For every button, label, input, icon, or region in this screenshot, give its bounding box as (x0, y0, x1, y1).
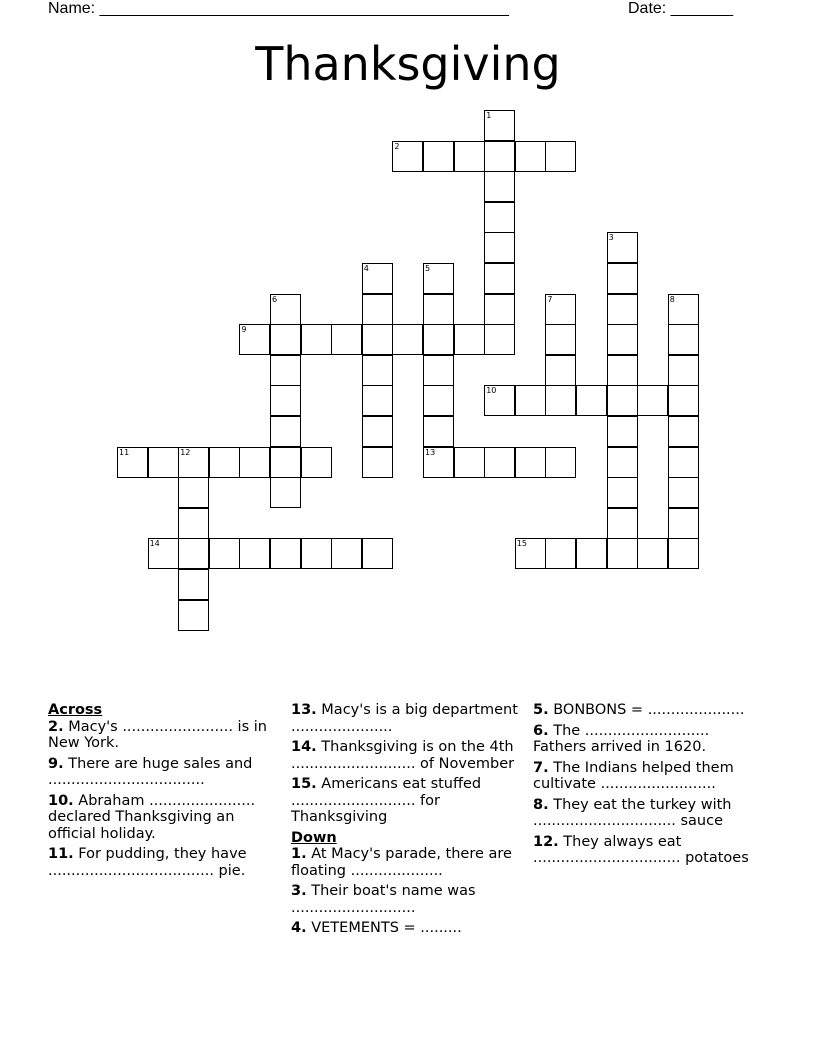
crossword-cell[interactable] (576, 538, 607, 569)
crossword-cell[interactable] (117, 447, 148, 478)
clue-number-label: 13. (291, 702, 317, 718)
crossword-cell[interactable] (668, 416, 699, 447)
crossword-cell[interactable] (362, 355, 393, 386)
clue-item (291, 846, 521, 879)
crossword-cell[interactable] (454, 324, 485, 355)
crossword-cell[interactable] (668, 447, 699, 478)
clue-number-label: 5. (533, 702, 549, 718)
down-clue-list-continued (533, 702, 763, 867)
crossword-cell[interactable] (209, 447, 240, 478)
clue-number-label: 2. (48, 718, 64, 735)
across-clue-list (48, 719, 273, 880)
clue-number: 4 (363, 264, 369, 273)
crossword-cell[interactable] (668, 508, 699, 539)
crossword-cell[interactable] (362, 385, 393, 416)
clue-item (291, 739, 521, 772)
clue-number-label: 10. (48, 792, 74, 809)
crossword-cell[interactable] (607, 477, 638, 508)
clue-number-label: 4. (291, 920, 307, 936)
clue-text: Americans eat stuffed ........................... for Thanksgiving (291, 776, 482, 825)
clue-item (291, 776, 521, 826)
crossword-cell[interactable] (607, 447, 638, 478)
clue-item (533, 834, 763, 867)
clue-item (291, 883, 521, 916)
crossword-cell[interactable] (484, 232, 515, 263)
crossword-cell[interactable] (423, 447, 454, 478)
clue-item (48, 793, 273, 843)
crossword-cell[interactable] (270, 538, 301, 569)
clue-number: 8 (669, 294, 675, 304)
crossword-cell[interactable] (270, 477, 301, 508)
clue-item (533, 760, 763, 793)
crossword-cell[interactable] (607, 508, 638, 539)
crossword-cell[interactable] (178, 538, 209, 569)
clue-number: 10 (486, 386, 497, 396)
date-field-label: Date: _______ (628, 0, 733, 17)
crossword-cell[interactable] (270, 416, 301, 447)
crossword-cell[interactable] (515, 385, 546, 416)
across-heading: Across (48, 702, 103, 718)
crossword-cell[interactable] (392, 141, 423, 172)
crossword-cell[interactable] (668, 538, 699, 569)
crossword-cell[interactable] (607, 294, 638, 325)
clue-text: Abraham ....................... declared Thanksgiving an official holiday. (48, 792, 256, 842)
clue-text: Macy's ........................ is in New York. (48, 718, 267, 751)
down-heading: Down (291, 829, 337, 846)
crossword-cell[interactable] (607, 416, 638, 447)
clue-text: Their boat's name was ........................... (291, 883, 476, 916)
clue-number: 9 (241, 325, 247, 335)
crossword-cell[interactable] (484, 141, 515, 172)
crossword-cell[interactable] (209, 538, 240, 569)
crossword-cell[interactable] (484, 263, 515, 294)
across-clue-list-continued (291, 702, 521, 826)
crossword-cell[interactable] (423, 385, 454, 416)
crossword-cell[interactable] (515, 447, 546, 478)
clue-number-label: 9. (48, 755, 64, 772)
crossword-cell[interactable] (423, 294, 454, 325)
clue-text: The ........................... Fathers arrived in 1620. (533, 722, 710, 755)
crossword-cell[interactable] (607, 538, 638, 569)
crossword-cell[interactable] (607, 385, 638, 416)
crossword-cell[interactable] (423, 355, 454, 386)
crossword-cell[interactable] (148, 538, 179, 569)
clues-column-3 (533, 702, 763, 871)
crossword-cell[interactable] (331, 324, 362, 355)
crossword-cell[interactable] (270, 294, 301, 325)
down-clue-list (291, 846, 521, 937)
clues-column-2 (291, 702, 521, 941)
crossword-cell[interactable] (270, 447, 301, 478)
clue-number-label: 8. (533, 796, 549, 813)
crossword-cell[interactable] (392, 324, 423, 355)
clue-number-label: 1. (291, 846, 307, 862)
crossword-cell[interactable] (668, 324, 699, 355)
crossword-cell[interactable] (178, 600, 209, 631)
clue-text: They always eat ................................ potatoes (533, 833, 749, 866)
clue-number: 15 (516, 539, 527, 549)
clue-text: There are huge sales and .................................. (48, 755, 253, 788)
crossword-cell[interactable] (239, 324, 270, 355)
crossword-cell[interactable] (545, 447, 576, 478)
crossword-cell[interactable] (362, 538, 393, 569)
crossword-cell[interactable] (484, 324, 515, 355)
crossword-cell[interactable] (148, 447, 179, 478)
crossword-cell[interactable] (270, 355, 301, 386)
crossword-cell[interactable] (576, 385, 607, 416)
crossword-cell[interactable] (362, 263, 393, 294)
crossword-cell[interactable] (484, 171, 515, 202)
crossword-cell[interactable] (362, 447, 393, 478)
crossword-cell[interactable] (484, 202, 515, 233)
clue-number: 5 (425, 264, 431, 273)
clue-item (48, 719, 273, 752)
crossword-cell[interactable] (484, 294, 515, 325)
clues-column-1 (48, 702, 273, 883)
clue-number-label: 7. (533, 759, 549, 776)
clue-number-label: 11. (48, 846, 74, 862)
crossword-cell[interactable] (178, 477, 209, 508)
crossword-cell[interactable] (484, 447, 515, 478)
clue-number-label: 15. (291, 776, 317, 792)
crossword-cell[interactable] (607, 355, 638, 386)
clue-item (48, 756, 273, 789)
crossword-cell[interactable] (545, 385, 576, 416)
crossword-cell[interactable] (270, 385, 301, 416)
crossword-cell[interactable] (637, 385, 668, 416)
crossword-cell[interactable] (668, 294, 699, 325)
clue-text: Thanksgiving is on the 4th ........................... of November (291, 739, 515, 772)
clue-number: 1 (486, 111, 492, 120)
crossword-cell[interactable] (545, 141, 576, 172)
crossword-cell[interactable] (178, 447, 209, 478)
crossword-cell[interactable] (515, 538, 546, 569)
name-field-label: Name: ______________________________________________ (48, 0, 509, 17)
clue-number: 11 (119, 447, 130, 457)
crossword-cell[interactable] (454, 141, 485, 172)
clue-text: BONBONS = ..................... (548, 702, 745, 718)
clue-item (533, 723, 763, 756)
crossword-cell[interactable] (515, 141, 546, 172)
crossword-cell[interactable] (668, 385, 699, 416)
crossword-cell[interactable] (545, 538, 576, 569)
crossword-cell[interactable] (545, 324, 576, 355)
crossword-cell[interactable] (331, 538, 362, 569)
crossword-cell[interactable] (637, 538, 668, 569)
clue-text: The Indians helped them cultivate ......................... (533, 759, 734, 792)
crossword-cell[interactable] (362, 324, 393, 355)
crossword-cell[interactable] (270, 324, 301, 355)
clue-text: VETEMENTS = ......... (306, 920, 462, 936)
crossword-cell[interactable] (484, 385, 515, 416)
crossword-cell[interactable] (484, 110, 515, 141)
crossword-cell[interactable] (362, 416, 393, 447)
clue-number-label: 3. (291, 883, 307, 899)
clue-number: 14 (149, 539, 160, 549)
crossword-cell[interactable] (178, 508, 209, 539)
crossword-cell[interactable] (545, 294, 576, 325)
clue-item (291, 920, 521, 937)
clue-item (48, 846, 273, 879)
crossword-cell[interactable] (239, 447, 270, 478)
crossword-cell[interactable] (607, 232, 638, 263)
crossword-cell[interactable] (423, 263, 454, 294)
crossword-cell[interactable] (607, 324, 638, 355)
clue-item (291, 702, 521, 735)
clue-text: They eat the turkey with ............................... sauce (533, 796, 732, 829)
clue-number-label: 14. (291, 739, 317, 755)
crossword-cell[interactable] (454, 447, 485, 478)
clue-number: 6 (272, 294, 278, 304)
clue-number: 7 (547, 294, 553, 304)
clue-number: 3 (608, 233, 614, 243)
clue-number: 2 (394, 141, 400, 151)
clue-text: Macy's is a big department ...................... (291, 702, 518, 735)
crossword-cell[interactable] (362, 294, 393, 325)
crossword-cell[interactable] (423, 324, 454, 355)
page-title: Thanksgiving (255, 37, 561, 91)
crossword-cell[interactable] (545, 355, 576, 386)
crossword-cell[interactable] (178, 569, 209, 600)
crossword-cell[interactable] (423, 416, 454, 447)
crossword-cell[interactable] (607, 263, 638, 294)
crossword-cell[interactable] (301, 447, 332, 478)
clue-item (533, 797, 763, 830)
clue-item (533, 702, 763, 719)
crossword-cell[interactable] (301, 324, 332, 355)
clue-text: At Macy's parade, there are floating .................... (291, 846, 512, 879)
clue-text: For pudding, they have .................................... pie. (48, 846, 247, 879)
crossword-cell[interactable] (668, 477, 699, 508)
crossword-cell[interactable] (301, 538, 332, 569)
clue-number-label: 6. (533, 722, 549, 739)
clue-number: 12 (180, 447, 191, 457)
crossword-cell[interactable] (239, 538, 270, 569)
clue-number: 13 (425, 447, 436, 457)
crossword-cell[interactable] (423, 141, 454, 172)
crossword-cell[interactable] (668, 355, 699, 386)
clue-number-label: 12. (533, 833, 559, 850)
